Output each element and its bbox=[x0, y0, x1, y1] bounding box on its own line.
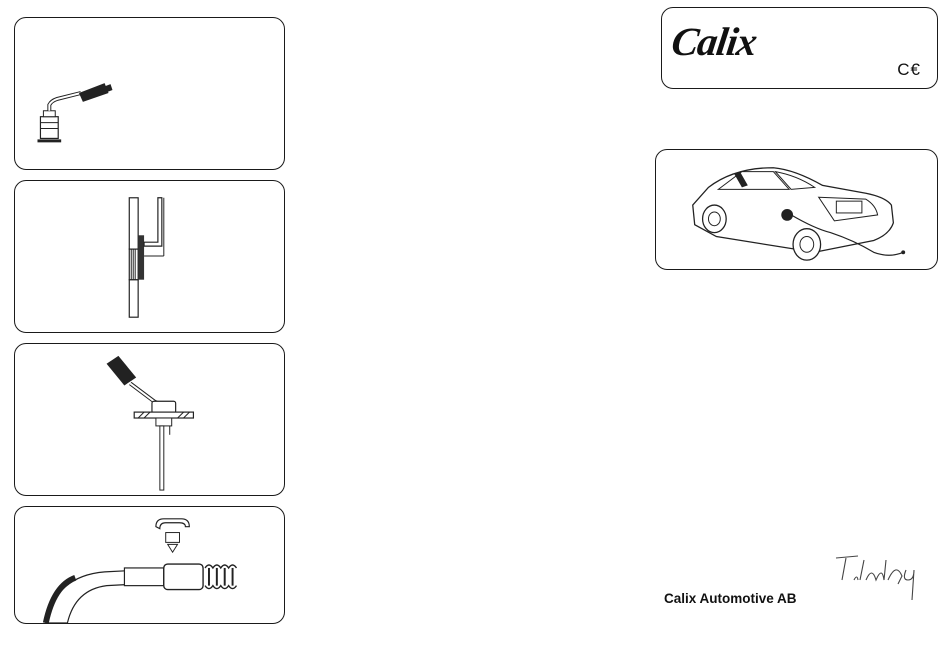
company-name: Calix Automotive AB bbox=[664, 591, 797, 606]
brand-logo: Calix bbox=[668, 19, 760, 64]
panel-wall-section bbox=[14, 180, 285, 333]
element-installation-icon bbox=[15, 344, 284, 495]
panel-connector-illustration bbox=[14, 17, 285, 170]
car-illustration-box bbox=[655, 149, 938, 270]
panel-element-installation bbox=[14, 343, 285, 496]
signature-icon bbox=[830, 550, 930, 608]
wall-mount-section-icon bbox=[15, 181, 284, 332]
ce-mark-icon: C€ bbox=[897, 60, 921, 79]
heater-connector-icon bbox=[15, 18, 284, 169]
cable-clip-icon bbox=[15, 507, 284, 623]
car-installation-icon bbox=[656, 150, 937, 269]
panel-cable-clip bbox=[14, 506, 285, 624]
brand-logo-box bbox=[661, 7, 938, 89]
